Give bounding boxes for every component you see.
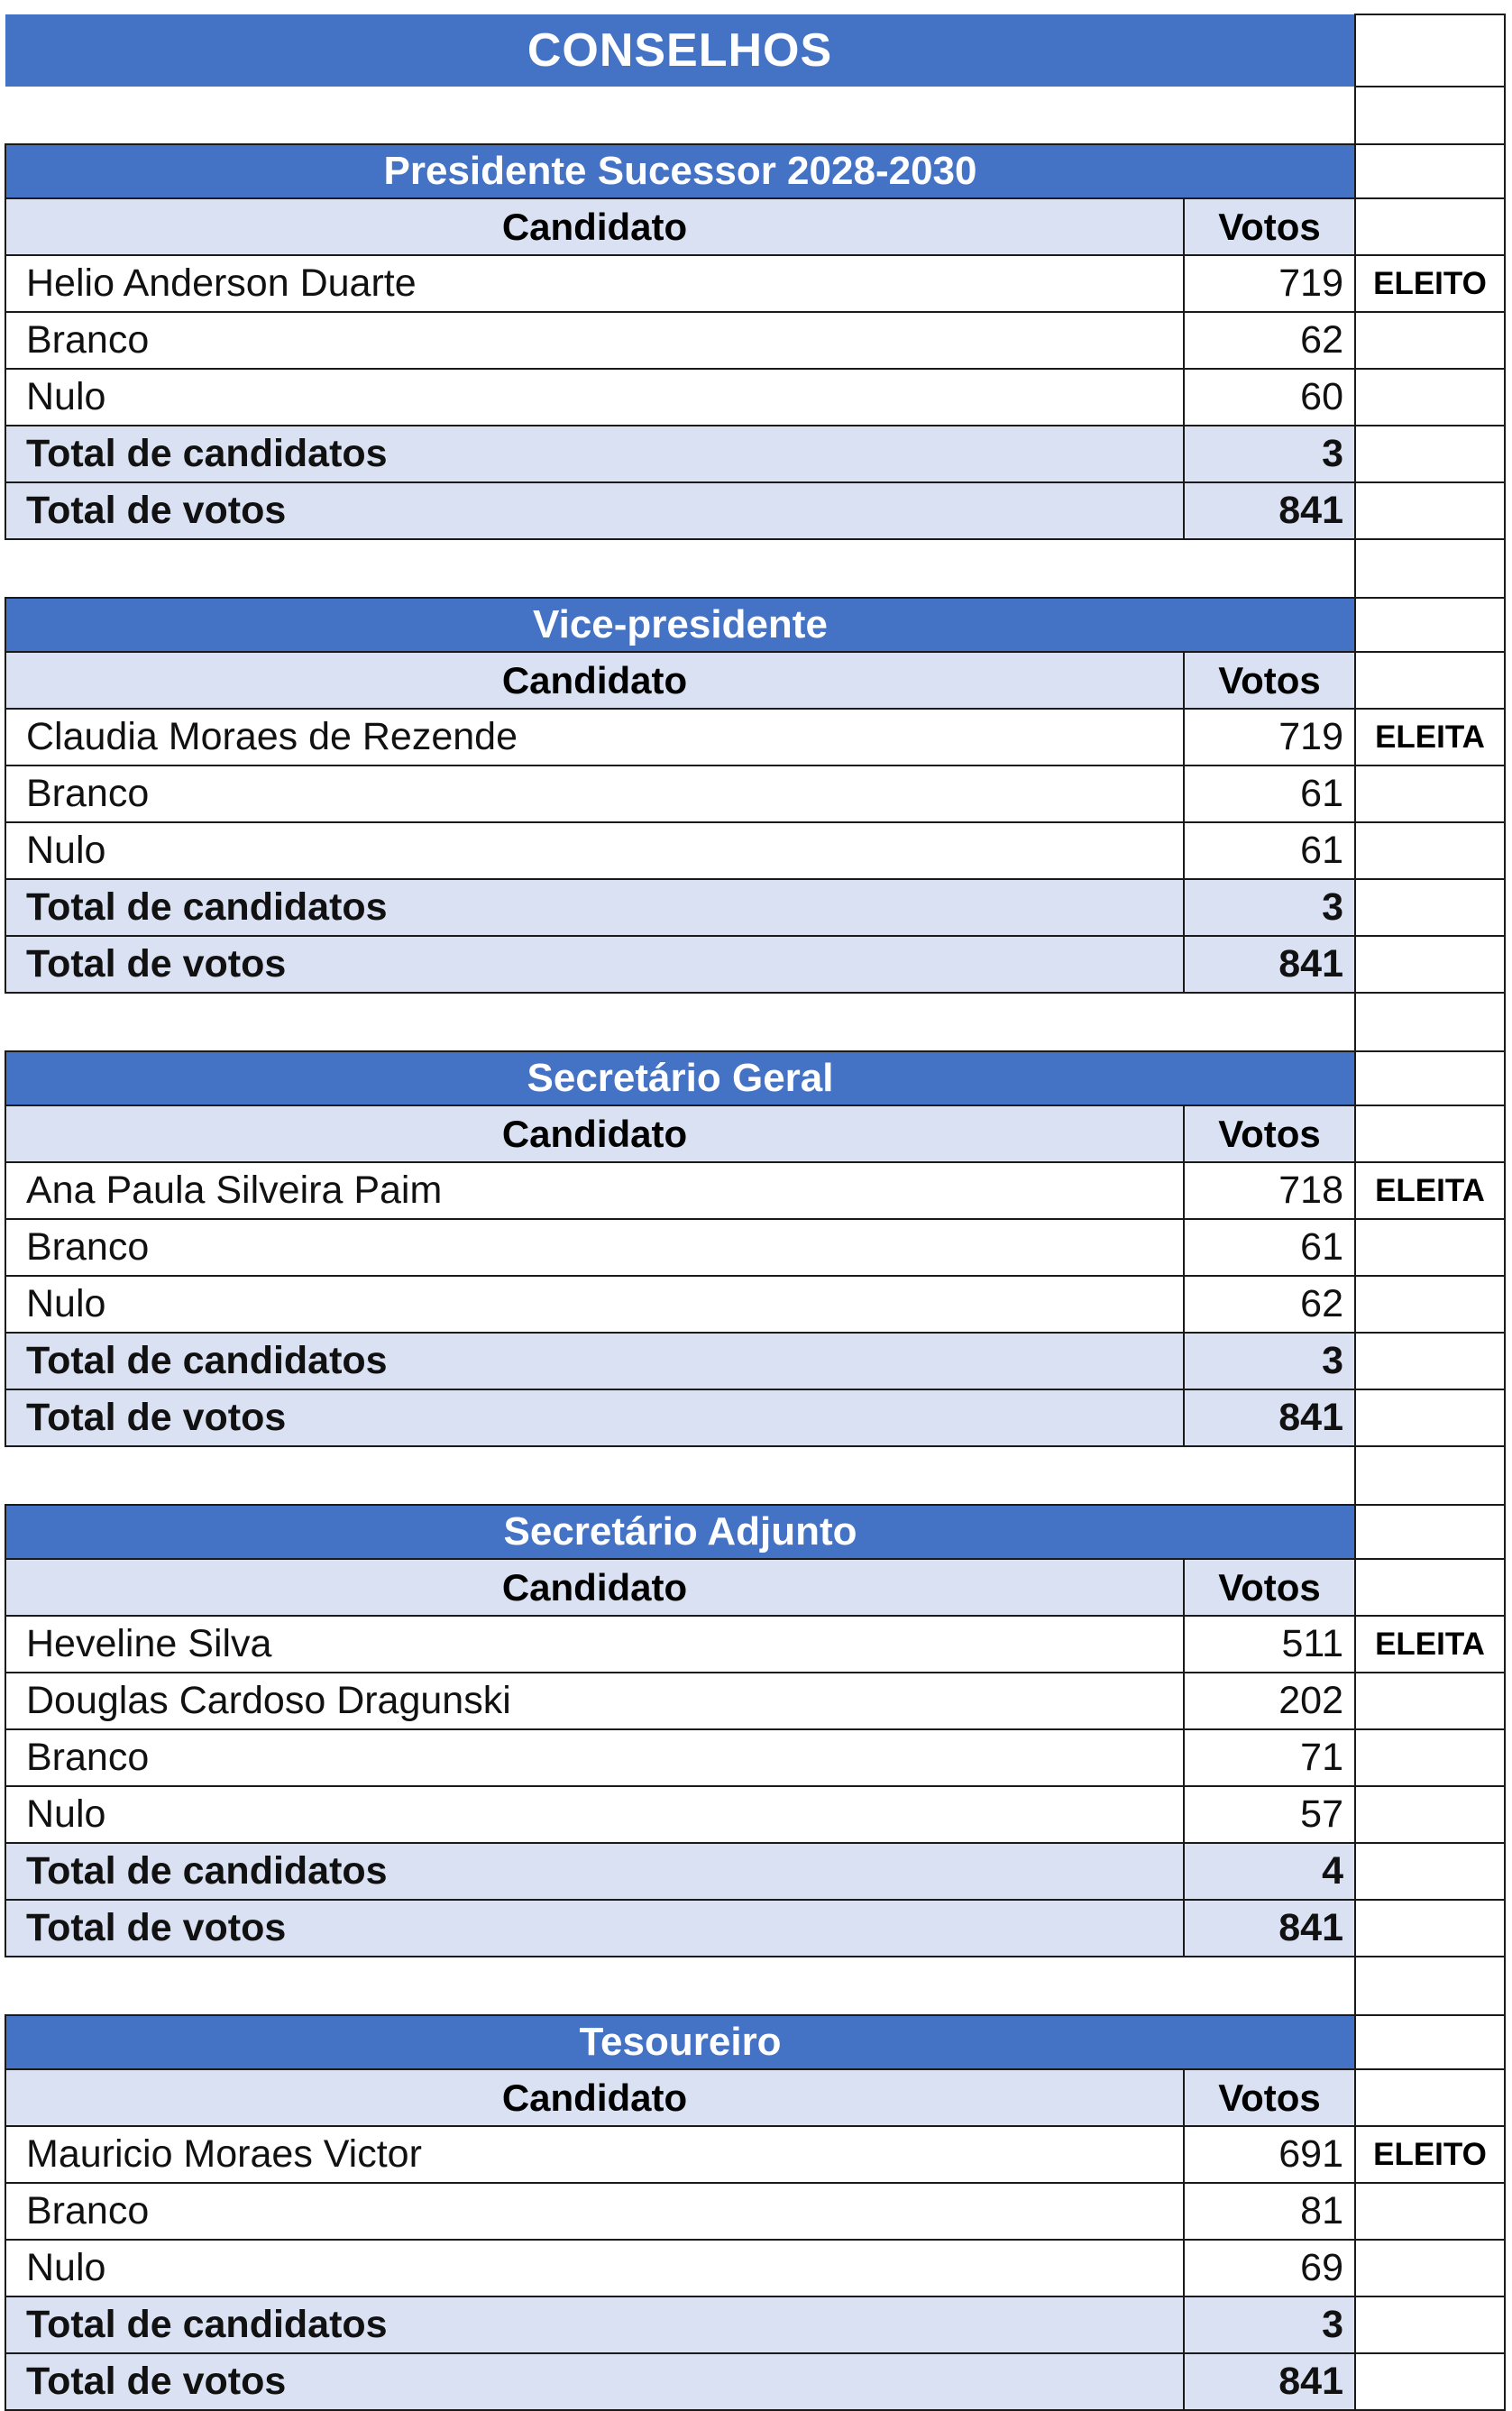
candidate-name-cell: Branco — [5, 1729, 1184, 1786]
status-cell — [1355, 765, 1505, 822]
status-cell: ELEITA — [1355, 709, 1505, 765]
candidate-name-cell: Branco — [5, 2183, 1184, 2240]
candidate-name-cell: Nulo — [5, 2240, 1184, 2296]
candidate-row — [5, 1616, 1505, 1673]
column-header-candidate: Candidato — [5, 1105, 1184, 1162]
section-title-row — [5, 598, 1505, 652]
status-spacer-cell — [1355, 426, 1505, 482]
spacer-row — [5, 1446, 1505, 1505]
election-results-table — [5, 14, 1506, 2411]
status-spacer-cell — [1355, 14, 1505, 87]
spacer-cell — [5, 539, 1355, 598]
column-header-votes: Votos — [1184, 1105, 1355, 1162]
column-header-row — [5, 198, 1505, 255]
candidate-row — [5, 1729, 1505, 1786]
column-header-row — [5, 652, 1505, 709]
candidate-name-cell: Branco — [5, 312, 1184, 369]
total-label-cell: Total de votos — [5, 1900, 1184, 1957]
candidate-row — [5, 255, 1505, 312]
status-spacer-cell — [1355, 539, 1505, 598]
total-value-cell: 3 — [1184, 879, 1355, 936]
total-votes-row — [5, 1900, 1505, 1957]
status-spacer-cell — [1355, 1900, 1505, 1957]
section-title: Vice-presidente — [5, 598, 1355, 652]
status-spacer-cell — [1355, 1957, 1505, 2015]
section-title: Secretário Geral — [5, 1051, 1355, 1105]
total-value-cell: 3 — [1184, 426, 1355, 482]
column-header-candidate: Candidato — [5, 2069, 1184, 2126]
total-value-cell: 3 — [1184, 1333, 1355, 1389]
candidate-row — [5, 709, 1505, 765]
votes-cell: 719 — [1184, 255, 1355, 312]
section-title-row — [5, 144, 1505, 198]
column-header-votes: Votos — [1184, 2069, 1355, 2126]
total-label-cell: Total de candidatos — [5, 426, 1184, 482]
candidate-name-cell: Mauricio Moraes Victor — [5, 2126, 1184, 2183]
votes-cell: 61 — [1184, 765, 1355, 822]
column-header-votes: Votos — [1184, 1559, 1355, 1616]
status-spacer-cell — [1355, 2296, 1505, 2353]
candidate-row — [5, 1162, 1505, 1219]
votes-cell: 69 — [1184, 2240, 1355, 2296]
status-cell — [1355, 1219, 1505, 1276]
candidate-row — [5, 1276, 1505, 1333]
status-cell — [1355, 2240, 1505, 2296]
section-title: Presidente Sucessor 2028-2030 — [5, 144, 1355, 198]
spacer-row — [5, 539, 1505, 598]
status-cell: ELEITA — [1355, 1616, 1505, 1673]
status-spacer-cell — [1355, 1105, 1505, 1162]
candidate-name-cell: Helio Anderson Duarte — [5, 255, 1184, 312]
candidate-name-cell: Heveline Silva — [5, 1616, 1184, 1673]
column-header-row — [5, 1105, 1505, 1162]
report-title: CONSELHOS — [5, 14, 1355, 87]
status-spacer-cell — [1355, 1446, 1505, 1505]
column-header-candidate: Candidato — [5, 198, 1184, 255]
spacer-cell — [5, 993, 1355, 1051]
status-spacer-cell — [1355, 482, 1505, 539]
candidate-row — [5, 1673, 1505, 1729]
total-value-cell: 3 — [1184, 2296, 1355, 2353]
status-spacer-cell — [1355, 1505, 1505, 1559]
status-spacer-cell — [1355, 598, 1505, 652]
column-header-row — [5, 1559, 1505, 1616]
section-title-row — [5, 2015, 1505, 2069]
spacer-cell — [5, 1446, 1355, 1505]
status-cell: ELEITO — [1355, 255, 1505, 312]
votes-cell: 60 — [1184, 369, 1355, 426]
total-votes-row — [5, 482, 1505, 539]
candidate-row — [5, 1786, 1505, 1843]
total-value-cell: 841 — [1184, 2353, 1355, 2410]
candidate-name-cell: Nulo — [5, 822, 1184, 879]
status-cell — [1355, 1786, 1505, 1843]
report-title-row — [5, 14, 1505, 87]
candidate-name-cell: Claudia Moraes de Rezende — [5, 709, 1184, 765]
total-value-cell: 841 — [1184, 936, 1355, 993]
total-label-cell: Total de votos — [5, 482, 1184, 539]
status-spacer-cell — [1355, 936, 1505, 993]
status-spacer-cell — [1355, 1559, 1505, 1616]
candidate-name-cell: Branco — [5, 765, 1184, 822]
status-spacer-cell — [1355, 2353, 1505, 2410]
total-votes-row — [5, 2353, 1505, 2410]
column-header-candidate: Candidato — [5, 1559, 1184, 1616]
total-label-cell: Total de candidatos — [5, 2296, 1184, 2353]
candidate-name-cell: Nulo — [5, 1276, 1184, 1333]
status-spacer-cell — [1355, 198, 1505, 255]
status-cell — [1355, 822, 1505, 879]
status-cell — [1355, 1276, 1505, 1333]
section-title: Secretário Adjunto — [5, 1505, 1355, 1559]
status-cell: ELEITO — [1355, 2126, 1505, 2183]
status-spacer-cell — [1355, 652, 1505, 709]
candidate-name-cell: Nulo — [5, 1786, 1184, 1843]
total-candidates-row — [5, 2296, 1505, 2353]
status-cell: ELEITA — [1355, 1162, 1505, 1219]
status-spacer-cell — [1355, 2015, 1505, 2069]
spacer-row — [5, 87, 1505, 144]
candidate-name-cell: Douglas Cardoso Dragunski — [5, 1673, 1184, 1729]
total-label-cell: Total de candidatos — [5, 879, 1184, 936]
column-header-row — [5, 2069, 1505, 2126]
total-label-cell: Total de votos — [5, 936, 1184, 993]
candidate-row — [5, 822, 1505, 879]
candidate-row — [5, 369, 1505, 426]
status-cell — [1355, 1729, 1505, 1786]
total-value-cell: 841 — [1184, 482, 1355, 539]
status-spacer-cell — [1355, 1051, 1505, 1105]
status-cell — [1355, 2183, 1505, 2240]
status-spacer-cell — [1355, 144, 1505, 198]
votes-cell: 719 — [1184, 709, 1355, 765]
section-title-row — [5, 1051, 1505, 1105]
votes-cell: 81 — [1184, 2183, 1355, 2240]
status-spacer-cell — [1355, 2069, 1505, 2126]
votes-cell: 71 — [1184, 1729, 1355, 1786]
candidate-row — [5, 765, 1505, 822]
column-header-candidate: Candidato — [5, 652, 1184, 709]
total-value-cell: 841 — [1184, 1900, 1355, 1957]
candidate-row — [5, 2183, 1505, 2240]
candidate-name-cell: Ana Paula Silveira Paim — [5, 1162, 1184, 1219]
candidate-row — [5, 312, 1505, 369]
column-header-votes: Votos — [1184, 198, 1355, 255]
status-spacer-cell — [1355, 87, 1505, 144]
section-title: Tesoureiro — [5, 2015, 1355, 2069]
total-candidates-row — [5, 426, 1505, 482]
spacer-cell — [5, 87, 1355, 144]
votes-cell: 202 — [1184, 1673, 1355, 1729]
total-label-cell: Total de candidatos — [5, 1843, 1184, 1900]
spacer-cell — [5, 1957, 1355, 2015]
total-label-cell: Total de candidatos — [5, 1333, 1184, 1389]
total-candidates-row — [5, 1843, 1505, 1900]
spacer-row — [5, 993, 1505, 1051]
total-label-cell: Total de votos — [5, 1389, 1184, 1446]
status-cell — [1355, 1673, 1505, 1729]
votes-cell: 718 — [1184, 1162, 1355, 1219]
candidate-row — [5, 2240, 1505, 2296]
column-header-votes: Votos — [1184, 652, 1355, 709]
candidate-name-cell: Branco — [5, 1219, 1184, 1276]
votes-cell: 62 — [1184, 1276, 1355, 1333]
status-spacer-cell — [1355, 1333, 1505, 1389]
section-title-row — [5, 1505, 1505, 1559]
votes-cell: 62 — [1184, 312, 1355, 369]
status-spacer-cell — [1355, 1843, 1505, 1900]
candidate-row — [5, 1219, 1505, 1276]
candidate-row — [5, 2126, 1505, 2183]
status-spacer-cell — [1355, 879, 1505, 936]
status-cell — [1355, 369, 1505, 426]
votes-cell: 61 — [1184, 822, 1355, 879]
candidate-name-cell: Nulo — [5, 369, 1184, 426]
votes-cell: 691 — [1184, 2126, 1355, 2183]
total-label-cell: Total de votos — [5, 2353, 1184, 2410]
total-value-cell: 4 — [1184, 1843, 1355, 1900]
spacer-row — [5, 1957, 1505, 2015]
total-votes-row — [5, 936, 1505, 993]
total-value-cell: 841 — [1184, 1389, 1355, 1446]
total-votes-row — [5, 1389, 1505, 1446]
status-spacer-cell — [1355, 1389, 1505, 1446]
votes-cell: 57 — [1184, 1786, 1355, 1843]
status-cell — [1355, 312, 1505, 369]
votes-cell: 511 — [1184, 1616, 1355, 1673]
votes-cell: 61 — [1184, 1219, 1355, 1276]
total-candidates-row — [5, 879, 1505, 936]
status-spacer-cell — [1355, 993, 1505, 1051]
total-candidates-row — [5, 1333, 1505, 1389]
